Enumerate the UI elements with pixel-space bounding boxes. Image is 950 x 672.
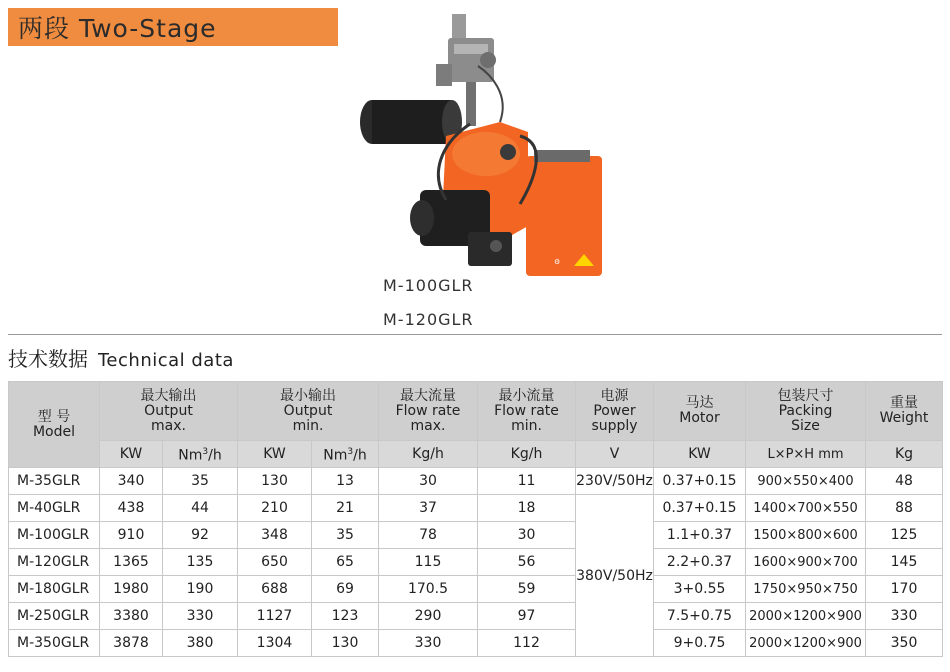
cell: 2.2+0.37 bbox=[654, 549, 746, 576]
cell: 130 bbox=[238, 468, 312, 495]
cell: 350 bbox=[866, 630, 943, 657]
cell-model: M-250GLR bbox=[9, 603, 100, 630]
table-row bbox=[9, 630, 943, 657]
header-packing: 包装尺寸 Packing Size bbox=[746, 382, 866, 441]
cell: 11 bbox=[478, 468, 576, 495]
cell-model: M-40GLR bbox=[9, 495, 100, 522]
table-row bbox=[9, 468, 943, 495]
cell: 2000×1200×900 bbox=[746, 630, 866, 657]
unit-cell: L×P×H mm bbox=[746, 441, 866, 468]
cell: 330 bbox=[866, 603, 943, 630]
cell: 3380 bbox=[100, 603, 163, 630]
unit-cell: Nm$^3$/h bbox=[163, 441, 238, 468]
header-flow-min: 最小流量 Flow rate min. bbox=[478, 382, 576, 441]
cell: 30 bbox=[478, 522, 576, 549]
cell: 56 bbox=[478, 549, 576, 576]
cell: 97 bbox=[478, 603, 576, 630]
cell: 210 bbox=[238, 495, 312, 522]
cell: 1500×800×600 bbox=[746, 522, 866, 549]
divider bbox=[8, 334, 942, 335]
header-row bbox=[9, 382, 943, 441]
cell: 9+0.75 bbox=[654, 630, 746, 657]
cell: 170 bbox=[866, 576, 943, 603]
header-flow-max: 最大流量 Flow rate max. bbox=[379, 382, 478, 441]
header-output-min: 最小输出 Output min. bbox=[238, 382, 379, 441]
cell-model: M-100GLR bbox=[9, 522, 100, 549]
cell: 3+0.55 bbox=[654, 576, 746, 603]
technical-data-table bbox=[8, 381, 943, 657]
cell: 30 bbox=[379, 468, 478, 495]
banner-title: 两段 Two-Stage bbox=[18, 14, 217, 43]
cell: 35 bbox=[163, 468, 238, 495]
cell: 438 bbox=[100, 495, 163, 522]
section-title-cn: 技术数据 bbox=[8, 347, 88, 371]
cell: 35 bbox=[312, 522, 379, 549]
svg-text:⚙: ⚙ bbox=[554, 258, 561, 266]
cell: 340 bbox=[100, 468, 163, 495]
cell: 330 bbox=[379, 630, 478, 657]
cell: 290 bbox=[379, 603, 478, 630]
unit-cell: Nm$^3$/h bbox=[312, 441, 379, 468]
model-label-2: M-120GLR bbox=[383, 310, 474, 329]
unit-cell: Kg/h bbox=[379, 441, 478, 468]
cell: 145 bbox=[866, 549, 943, 576]
header-power: 电源 Power supply bbox=[576, 382, 654, 441]
cell-model: M-180GLR bbox=[9, 576, 100, 603]
cell: 688 bbox=[238, 576, 312, 603]
cell: 18 bbox=[478, 495, 576, 522]
cell: 1980 bbox=[100, 576, 163, 603]
model-label-1: M-100GLR bbox=[383, 276, 474, 295]
cell: 1304 bbox=[238, 630, 312, 657]
unit-cell: Kg/h bbox=[478, 441, 576, 468]
cell: 21 bbox=[312, 495, 379, 522]
table-row bbox=[9, 495, 943, 522]
unit-cell: V bbox=[576, 441, 654, 468]
cell-power: 230V/50Hz bbox=[576, 468, 654, 495]
cell: 1127 bbox=[238, 603, 312, 630]
cell: 2000×1200×900 bbox=[746, 603, 866, 630]
cell-model: M-35GLR bbox=[9, 468, 100, 495]
cell: 48 bbox=[866, 468, 943, 495]
section-title bbox=[8, 343, 234, 372]
cell: 1.1+0.37 bbox=[654, 522, 746, 549]
cell: 190 bbox=[163, 576, 238, 603]
cell: 900×550×400 bbox=[746, 468, 866, 495]
cell: 44 bbox=[163, 495, 238, 522]
unit-cell: KW bbox=[654, 441, 746, 468]
cell: 115 bbox=[379, 549, 478, 576]
cell: 112 bbox=[478, 630, 576, 657]
unit-row bbox=[9, 441, 943, 468]
cell: 123 bbox=[312, 603, 379, 630]
cell: 170.5 bbox=[379, 576, 478, 603]
header-output-max: 最大输出 Output max. bbox=[100, 382, 238, 441]
cell: 650 bbox=[238, 549, 312, 576]
cell: 0.37+0.15 bbox=[654, 495, 746, 522]
header-model: 型 号 Model bbox=[9, 382, 100, 468]
cell: 13 bbox=[312, 468, 379, 495]
header-motor: 马达 Motor bbox=[654, 382, 746, 441]
cell: 330 bbox=[163, 603, 238, 630]
section-title-en: Technical data bbox=[98, 350, 234, 371]
cell: 135 bbox=[163, 549, 238, 576]
section-banner bbox=[8, 8, 338, 46]
cell: 125 bbox=[866, 522, 943, 549]
cell: 78 bbox=[379, 522, 478, 549]
table-row bbox=[9, 603, 943, 630]
cell-model: M-350GLR bbox=[9, 630, 100, 657]
cell-model: M-120GLR bbox=[9, 549, 100, 576]
cell: 92 bbox=[163, 522, 238, 549]
header-weight: 重量 Weight bbox=[866, 382, 943, 441]
cell: 910 bbox=[100, 522, 163, 549]
cell: 88 bbox=[866, 495, 943, 522]
cell-power: 380V/50Hz bbox=[576, 495, 654, 657]
table-row bbox=[9, 522, 943, 549]
cell: 1600×900×700 bbox=[746, 549, 866, 576]
table-row bbox=[9, 576, 943, 603]
table-row bbox=[9, 549, 943, 576]
unit-cell: KW bbox=[238, 441, 312, 468]
cell: 65 bbox=[312, 549, 379, 576]
cell: 37 bbox=[379, 495, 478, 522]
cell: 1365 bbox=[100, 549, 163, 576]
cell: 59 bbox=[478, 576, 576, 603]
unit-cell: KW bbox=[100, 441, 163, 468]
cell: 1400×700×550 bbox=[746, 495, 866, 522]
cell: 3878 bbox=[100, 630, 163, 657]
cell: 7.5+0.75 bbox=[654, 603, 746, 630]
cell: 348 bbox=[238, 522, 312, 549]
unit-cell: Kg bbox=[866, 441, 943, 468]
cell: 0.37+0.15 bbox=[654, 468, 746, 495]
cell: 380 bbox=[163, 630, 238, 657]
cell: 1750×950×750 bbox=[746, 576, 866, 603]
cell: 69 bbox=[312, 576, 379, 603]
burner-icon bbox=[350, 4, 620, 284]
cell: 130 bbox=[312, 630, 379, 657]
